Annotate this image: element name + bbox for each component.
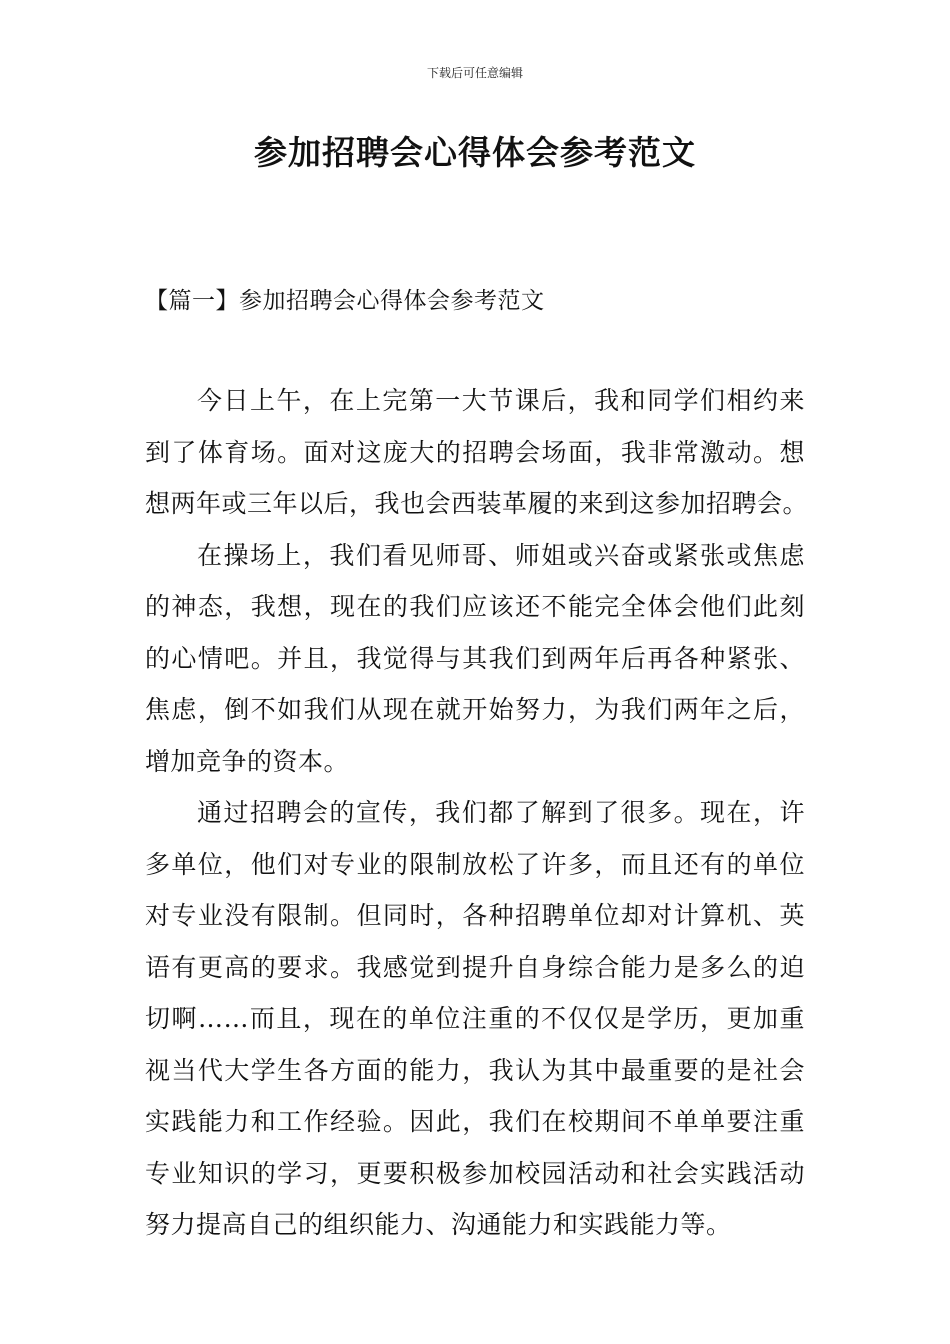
text-line: 焦虑，倒不如我们从现在就开始努力，为我们两年之后， bbox=[145, 695, 805, 724]
header-note: 下载后可任意编辑 bbox=[426, 66, 523, 80]
paragraph-1 bbox=[145, 375, 809, 530]
text-line: 在操场上，我们看见师哥、师姐或兴奋或紧张或焦虑 bbox=[197, 540, 805, 570]
text-line: 多单位，他们对专业的限制放松了许多，而且还有的单位 bbox=[145, 849, 805, 879]
text-line: 通过招聘会的宣传，我们都了解到了很多。现在，许 bbox=[197, 798, 805, 827]
text-line: 切啊……而且，现在的单位注重的不仅仅是学历，更加重 bbox=[145, 1004, 805, 1033]
document-body bbox=[145, 375, 809, 1251]
paragraph-2 bbox=[145, 530, 805, 788]
text-line: 今日上午，在上完第一大节课后，我和同学们相约来 bbox=[197, 386, 805, 415]
text-line: 视当代大学生各方面的能力，我认为其中最重要的是社会 bbox=[145, 1055, 805, 1085]
text-line: 语有更高的要求。我感觉到提升自身综合能力是多么的迫 bbox=[145, 952, 805, 982]
text-line: 专业知识的学习，更要积极参加校园活动和社会实践活动 bbox=[145, 1158, 805, 1188]
text-line: 对专业没有限制。但同时，各种招聘单位却对计算机、英 bbox=[145, 901, 805, 930]
text-line: 的神态，我想，现在的我们应该还不能完全体会他们此刻 bbox=[145, 592, 805, 621]
text-line: 努力提高自己的组织能力、沟通能力和实践能力等。 bbox=[145, 1210, 732, 1239]
text-line: 实践能力和工作经验。因此，我们在校期间不单单要注重 bbox=[145, 1107, 805, 1136]
text-line: 的心情吧。并且，我觉得与其我们到两年后再各种紧张、 bbox=[145, 643, 805, 673]
text-line: 到了体育场。面对这庞大的招聘会场面，我非常激动。想 bbox=[145, 437, 805, 467]
paragraph-3 bbox=[145, 787, 805, 1251]
section-heading: 【篇一】参加招聘会心得体会参考范文 bbox=[145, 288, 545, 314]
text-line: 增加竞争的资本。 bbox=[145, 746, 350, 776]
document-title: 参加招聘会心得体会参考范文 bbox=[254, 133, 696, 172]
text-line: 想两年或三年以后，我也会西装革履的来到这参加招聘会。 bbox=[145, 489, 809, 518]
